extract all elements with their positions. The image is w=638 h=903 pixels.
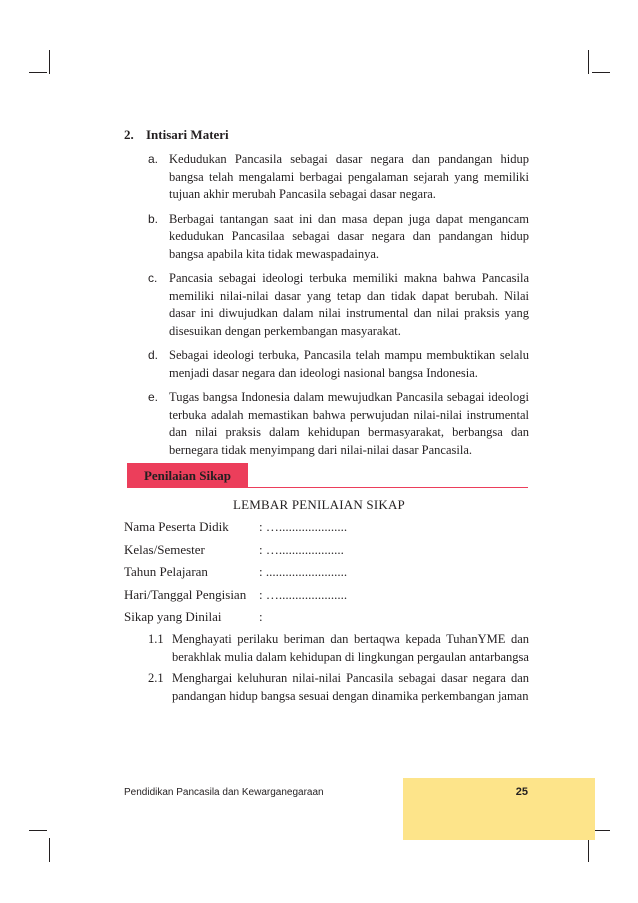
crop-mark bbox=[592, 72, 610, 73]
footer-highlight bbox=[403, 778, 595, 840]
attitude-list bbox=[148, 631, 529, 709]
field-label: Nama Peserta Didik bbox=[124, 519, 229, 534]
attitude-number: 2.1 bbox=[148, 671, 164, 685]
badge-divider bbox=[248, 487, 528, 488]
list-item-letter: c. bbox=[148, 271, 158, 285]
attitude-number: 1.1 bbox=[148, 632, 164, 646]
field-value: : bbox=[259, 609, 263, 624]
crop-mark bbox=[588, 838, 589, 862]
list-item-letter: a. bbox=[148, 152, 159, 166]
page-number: 25 bbox=[515, 786, 528, 798]
section-number: 2. bbox=[124, 127, 134, 142]
crop-mark bbox=[588, 50, 589, 74]
list-item-letter: b. bbox=[148, 211, 159, 226]
sheet-title: LEMBAR PENILAIAN SIKAP bbox=[233, 497, 405, 512]
attitude-item bbox=[148, 631, 529, 666]
crop-mark bbox=[29, 72, 47, 73]
field-label: Sikap yang Dinilai bbox=[124, 609, 222, 624]
list-item-letter: d. bbox=[148, 348, 159, 362]
attitude-text: Menghargai keluhuran nilai-nilai Pancasila sebagai dasar negara dan pandangan hidup bangsa sesuai dengan dinamika perkembangan jaman bbox=[172, 671, 529, 703]
field-value: : …..................... bbox=[259, 586, 348, 602]
section-heading bbox=[124, 127, 229, 143]
crop-mark bbox=[49, 50, 50, 74]
assessment-badge: Penilaian Sikap bbox=[127, 463, 248, 488]
attitude-item bbox=[148, 670, 529, 705]
list-item-text: Sebagai ideologi terbuka, Pancasila telah mampu membuktikan selalu menjadi dasar negara dan ideologi nasional bangsa Indonesia. bbox=[169, 348, 529, 380]
footer-book-title: Pendidikan Pancasila dan Kewarganegaraan bbox=[124, 787, 324, 798]
list-item bbox=[148, 211, 529, 264]
field-value: : …..................... bbox=[259, 519, 348, 534]
field-label: Kelas/Semester bbox=[124, 541, 205, 557]
section-title: Intisari Materi bbox=[146, 127, 229, 142]
list-item-letter: e. bbox=[148, 390, 159, 404]
field-label: Hari/Tanggal Pengisian bbox=[124, 586, 247, 602]
list-item bbox=[148, 347, 529, 382]
list-item-text: Tugas bangsa Indonesia dalam mewujudkan Pancasila sebagai ideologi terbuka adalah memastikan bahwa perwujudan nilai-nilai instrumental dan nilai praksis dalam kehidupan bermasyarakat, berbangsa dan bernegara tidak menyimpang dari nilai-nilai dasar Pancasila. bbox=[169, 390, 529, 457]
list-item-text: Pancasia sebagai ideologi terbuka memiliki makna bahwa Pancasila memiliki nilai-nilai dasar yang tetap dan tidak dapat berubah. Nilai dasar ini diwujudkan dalam nilai instrumental dan nilai praksis yang disesuikan dengan perkembangan masyarakat. bbox=[169, 271, 529, 338]
list-item bbox=[148, 389, 529, 459]
list-item-text: Kedudukan Pancasila sebagai dasar negara dan pandangan hidup bangsa telah mengalami berbagai pengalaman sejarah yang memiliki tujuan akhir merubah Pancasila sebagai dasar negara. bbox=[169, 152, 529, 201]
field-value: : ......................... bbox=[259, 564, 348, 579]
list-item bbox=[148, 151, 529, 204]
crop-mark bbox=[49, 838, 50, 862]
crop-mark bbox=[29, 830, 47, 831]
summary-list bbox=[148, 151, 529, 466]
attitude-text: Menghayati perilaku beriman dan bertaqwa kepada TuhanYME dan berakhlak mulia dalam kehidupan di lingkungan pergaulan antarbangsa bbox=[172, 632, 529, 664]
list-item bbox=[148, 270, 529, 340]
list-item-text: Berbagai tantangan saat ini dan masa depan juga dapat mengancam kedudukan Pancasilaa sebagai dasar negara dan pandangan hidup bangsa apabila kita tidak mewaspadainya. bbox=[169, 211, 529, 261]
field-value: : ….................... bbox=[259, 541, 344, 557]
field-label: Tahun Pelajaran bbox=[124, 564, 208, 579]
